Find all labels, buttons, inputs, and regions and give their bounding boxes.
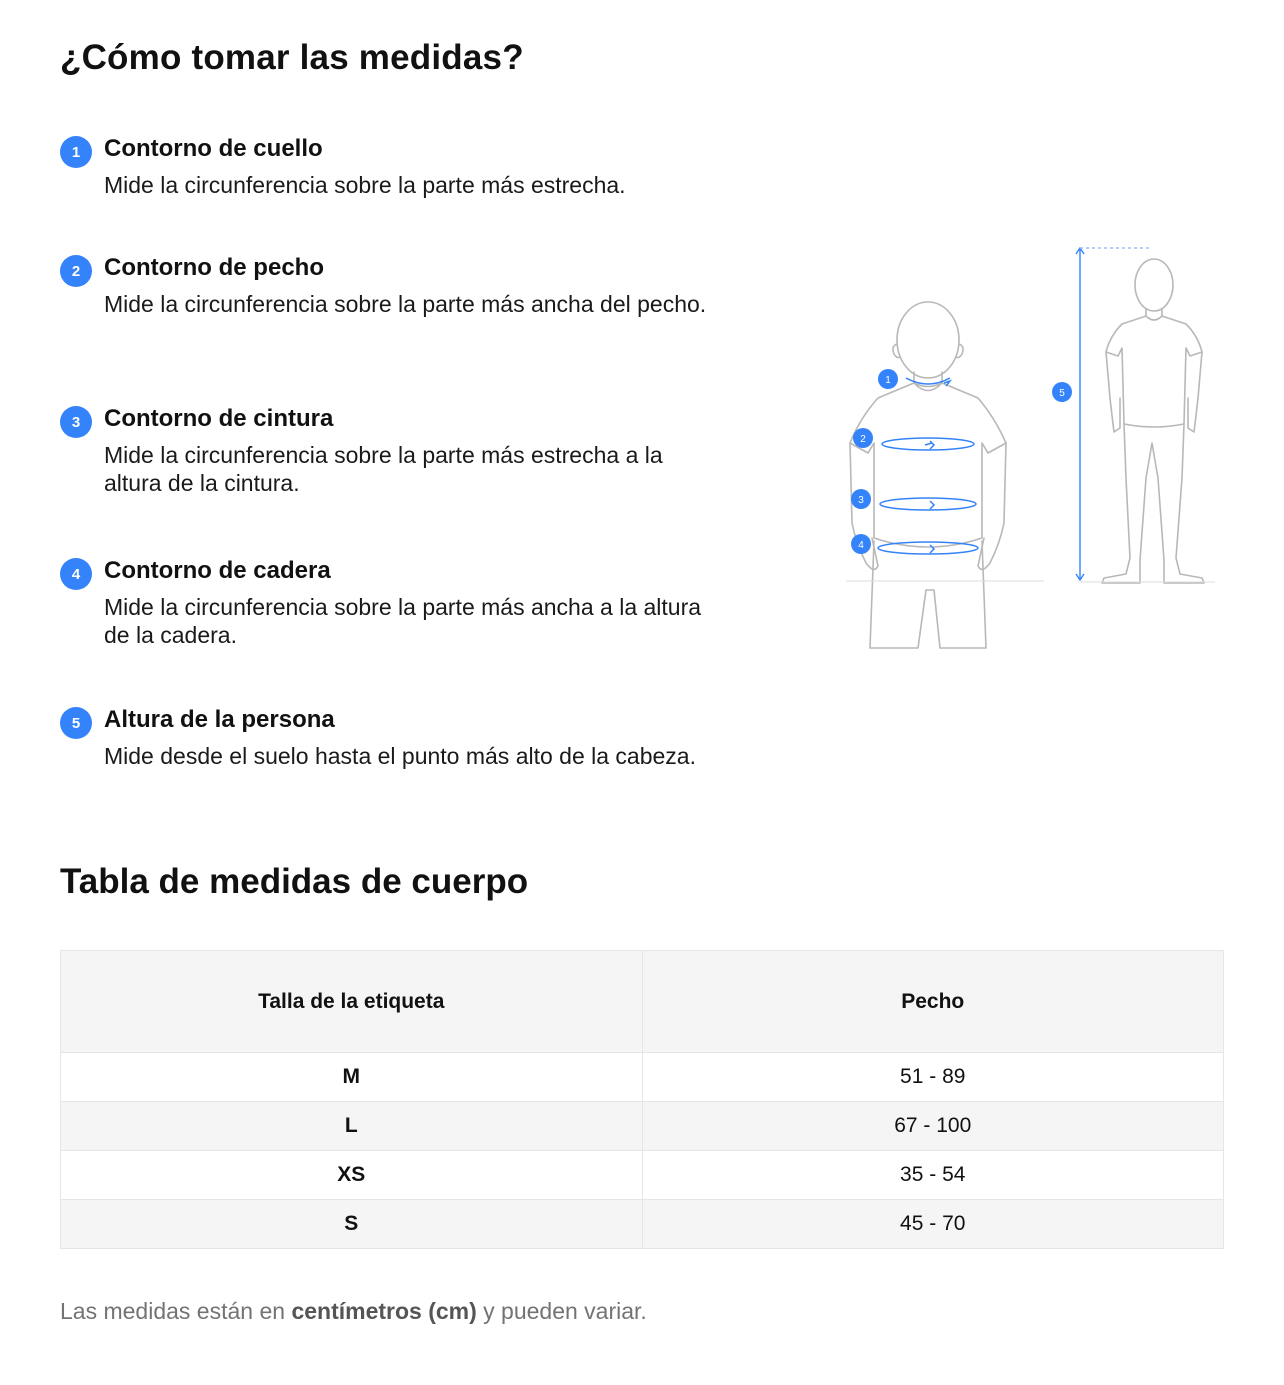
step-title: Altura de la persona xyxy=(104,706,335,733)
table-row xyxy=(61,1151,1224,1200)
step-number-badge: 2 xyxy=(60,255,92,287)
step-number-badge: 1 xyxy=(60,136,92,168)
marker-5 xyxy=(1052,382,1072,402)
cell-pecho: 51 - 89 xyxy=(642,1053,1224,1102)
table-row xyxy=(61,1102,1224,1151)
svg-text:3: 3 xyxy=(858,495,864,506)
measurement-lines xyxy=(878,378,978,554)
footnote-units: centímetros (cm) xyxy=(291,1298,477,1324)
step-title: Contorno de cintura xyxy=(104,405,334,432)
table-header-row xyxy=(61,951,1224,1053)
cell-pecho: 35 - 54 xyxy=(642,1151,1224,1200)
front-figure xyxy=(850,302,1006,648)
units-footnote xyxy=(60,1298,647,1325)
cell-talla: L xyxy=(61,1102,643,1151)
step-number-badge: 5 xyxy=(60,707,92,739)
column-header-talla: Talla de la etiqueta xyxy=(61,951,643,1053)
marker-3 xyxy=(851,489,871,509)
table-title: Tabla de medidas de cuerpo xyxy=(60,862,529,901)
svg-text:5: 5 xyxy=(1059,388,1065,399)
table-row xyxy=(61,1053,1224,1102)
step-title: Contorno de cadera xyxy=(104,557,331,584)
svg-text:1: 1 xyxy=(885,375,891,386)
cell-pecho: 45 - 70 xyxy=(642,1200,1224,1249)
cell-talla: S xyxy=(61,1200,643,1249)
size-table xyxy=(60,950,1224,1249)
step-number-badge: 4 xyxy=(60,558,92,590)
body-measurement-illustration xyxy=(830,238,1230,658)
footnote-text: Las medidas están en xyxy=(60,1298,292,1324)
cell-talla: M xyxy=(61,1053,643,1102)
svg-text:2: 2 xyxy=(860,434,866,445)
step-number-badge: 3 xyxy=(60,406,92,438)
svg-text:4: 4 xyxy=(858,540,864,551)
table-row xyxy=(61,1200,1224,1249)
page-title: ¿Cómo tomar las medidas? xyxy=(60,38,524,77)
step-title: Contorno de cuello xyxy=(104,135,323,162)
marker-1 xyxy=(878,369,898,389)
step-description: Mide desde el suelo hasta el punto más alto de la cabeza. xyxy=(104,743,696,769)
step-description: Mide la circunferencia sobre la parte más ancha a la altura de la cadera. xyxy=(104,594,702,648)
step-description: Mide la circunferencia sobre la parte más estrecha. xyxy=(104,172,626,198)
marker-2 xyxy=(853,428,873,448)
step-description: Mide la circunferencia sobre la parte más estrecha a la altura de la cintura. xyxy=(104,442,663,496)
full-body-figure xyxy=(1102,259,1204,583)
cell-pecho: 67 - 100 xyxy=(642,1102,1224,1151)
marker-4 xyxy=(851,534,871,554)
height-arrow xyxy=(1076,248,1150,580)
cell-talla: XS xyxy=(61,1151,643,1200)
step-description: Mide la circunferencia sobre la parte más ancha del pecho. xyxy=(104,291,707,317)
step-title: Contorno de pecho xyxy=(104,254,324,281)
column-header-pecho: Pecho xyxy=(642,951,1224,1053)
footnote-text-end: y pueden variar. xyxy=(476,1298,647,1324)
